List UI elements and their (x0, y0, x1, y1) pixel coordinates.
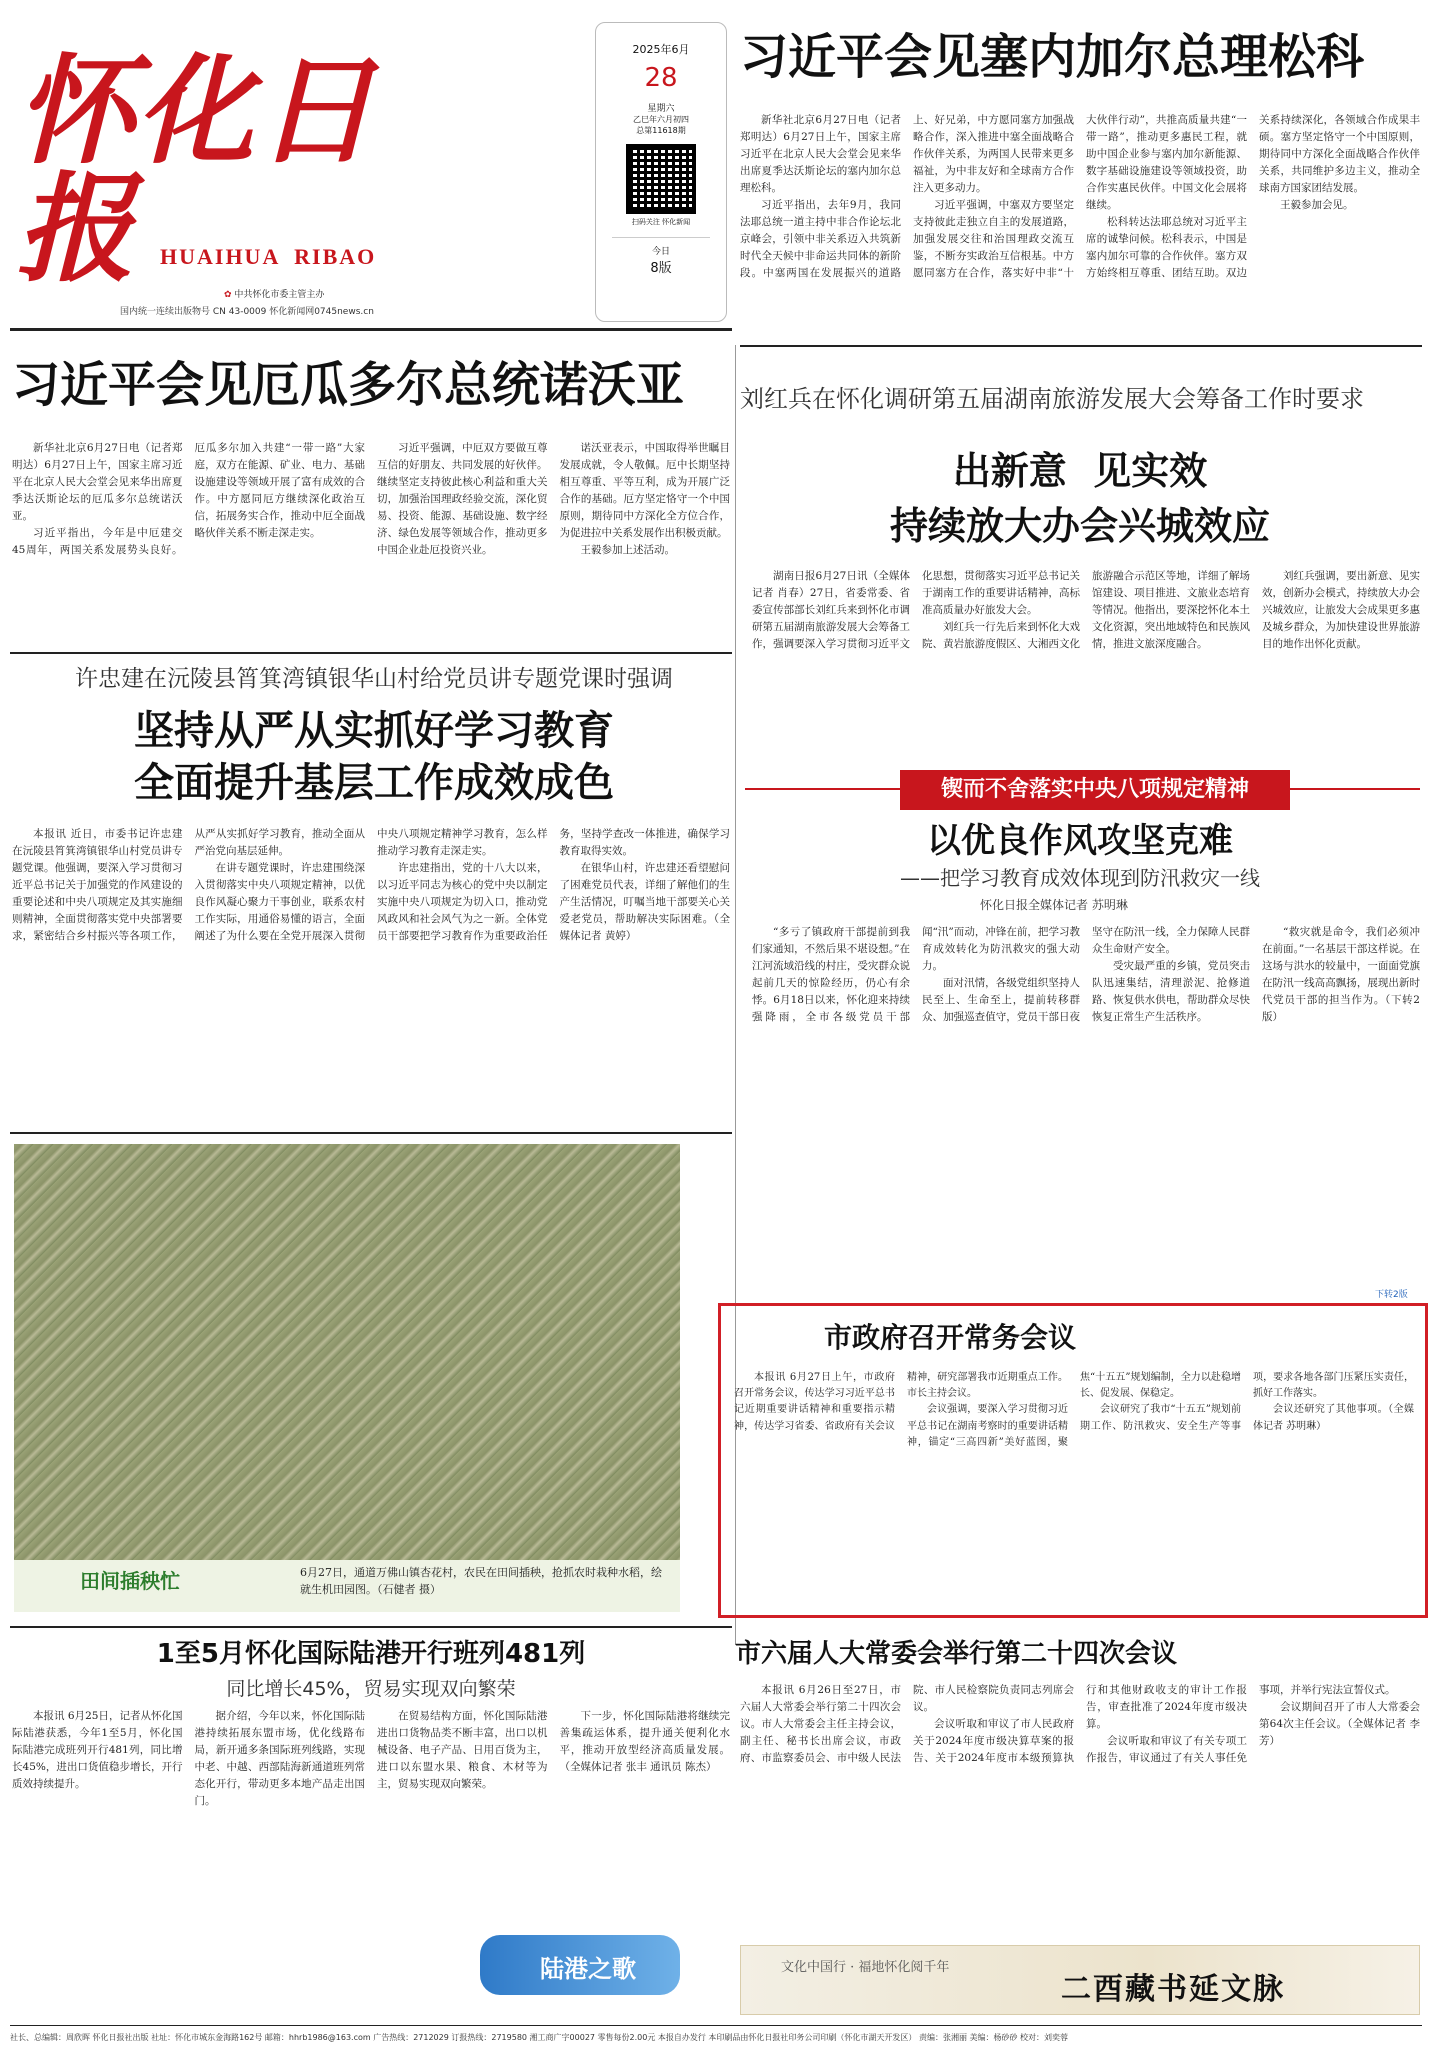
registration-line: 国内统一连续出版物号 CN 43-0009 怀化新闻网0745news.cn (120, 307, 374, 317)
article-npc-body: 本报讯 6月26日至27日，市六届人大常委会举行第二十四次会议。市人大常委会主任主持会议，副主任、秘书长出席会议，市政府、市监察委员会、市中级人民法院、市人民检察院负责同志列席会议。 会议听取和审议了市人民政府关于2024年度市级决算草案的报告、关于2024年度市本级预算执行和其他财政收支的审计工作报告，审查批准了2024年度市级决算。 会议听取和审议了有关专项工作报告，审议通过了有关人事任免事项，并举行宪法宣誓仪式。 会议期间召开了市人大常委会第64次主任会议。（全媒体记者 李芳） (740, 1684, 1420, 1764)
culture-banner-title: 二酉藏书延文脉 (1061, 1972, 1285, 2007)
article-port-body: 本报讯 6月25日，记者从怀化国际陆港获悉，今年1至5月，怀化国际陆港完成班列开行481列，同比增长45%，进出口货值稳步增长，开行质效持续提升。 据介绍，今年以来，怀化国际陆港持续拓展东盟市场，优化线路布局，新开通多条国际班列线路，实现中老、中越、西部陆海新通道班列常态化开行，带动更多本地产品走出国门。 在贸易结构方面，怀化国际陆港进出口货物品类不断丰富，出口以机械设备、电子产品、日用百货为主，进口以东盟水果、粮食、木材等为主，贸易实现双向繁荣。 下一步，怀化国际陆港将继续完善集疏运体系，提升通关便利化水平，推动开放型经济高质量发展。（全媒体记者 张丰 通讯员 陈杰） (12, 1710, 730, 1807)
banner-eight-rules: 锲而不舍落实中央八项规定精神 (900, 770, 1290, 810)
article-senegal-body: 新华社北京6月27日电（记者郑明达）6月27日上午，国家主席习近平在北京人民大会堂会见来华出席夏季达沃斯论坛的塞内加尔总理松科。 习近平指出，去年9月，我同法耶总统一道主持中非合作论坛北京峰会，引领中非关系迈入共筑新时代全天候中非命运共同体的新阶段。中塞两国在发展振兴的道路上、好兄弟，中方愿同塞方加强战略合作，深入推进中塞全面战略合作伙伴关系，为两国人民带来更多福祉，为中非友好和全球南方合作注入更多动力。 习近平强调，中塞双方要坚定支持彼此走独立自主的发展道路，加强发展交往和治国理政交流互鉴，不断夯实政治互信根基。中方愿同塞方在合作，落实好中非“十大伙伴行动”，共推高质量共建“一带一路”，推动更多惠民工程，就助中国企业参与塞内加尔新能源、数字基础设施建设等领域投资，助合作实惠民伙伴。中国文化会展将继续。 松科转达法耶总统对习近平主席的诚挚问候。松科表示，中国是塞内加尔可靠的合作伙伴。塞方双方始终相互尊重、团结互助。双边关系持续深化，各领域合作成果丰硕。塞方坚定恪守一个中国原则，期待同中方深化全面战略合作伙伴关系，共同维护多边主义，推动全球南方国家团结发展。 王毅参加会见。 (740, 114, 1420, 279)
weekday: 星期六 (647, 104, 675, 114)
issue-number: 总第11618期 (636, 126, 686, 135)
footer-imprint: 社长、总编辑：周欣晖 怀化日报社出版 社址：怀化市城东金海路162号 邮箱：hhrb1986@163.com 广告热线：2712029 订报热线：2719580 湘工商广字00027 零售每份2.00元 本报自办发行 本印刷品由怀化日报社印务公司印刷（怀化市湖天开发区） 责编：张湘丽 美编：杨砂砂 校对：刘奕蓉 (10, 2033, 1069, 2042)
masthead (10, 12, 450, 322)
kicker-tourism: 刘红兵在怀化调研第五届湖南旅游发展大会筹备工作时要求 (740, 385, 1364, 413)
headline-ecuador: 习近平会见厄瓜多尔总统诺沃亚 (12, 357, 685, 413)
article-ecuador-body: 新华社北京6月27日电（记者郑明达）6月27日上午，国家主席习近平在北京人民大会堂会见来华出席夏季达沃斯论坛的厄瓜多尔总统诺沃亚。 习近平指出，今年是中厄建交45周年，两国关系发展势头良好。厄瓜多尔加入共建“一带一路”大家庭，双方在能源、矿业、电力、基础设施建设等领域开展了富有成效的合作。中方愿同厄方继续深化政治互信，拓展务实合作，推动中厄全面战略伙伴关系不断走深走实。 习近平强调，中厄双方要做互尊互信的好朋友、共同发展的好伙伴。继续坚定支持彼此核心利益和重大关切，加强治国理政经验交流，深化贸易、投资、能源、基础设施、数字经济、绿色发展等领域合作，推动更多中国企业赴厄投资兴业。 诺沃亚表示，中国取得举世瞩目发展成就，令人敬佩。厄中长期坚持相互尊重、平等互利，成为开展广泛合作的基础。厄方坚定恪守一个中国原则，期待同中方深化全方位合作，为促进拉中关系发展作出积极贡献。 王毅参加上述活动。 (12, 442, 730, 556)
port-brand-text: 陆港之歌 (540, 1955, 636, 1983)
headline-party-lesson-2: 全面提升基层工作成效成色 (134, 760, 614, 806)
headline-tourism-1: 出新意 见实效 (952, 449, 1208, 493)
jump-link[interactable]: 下转2版 (1375, 1290, 1408, 1300)
subhead-flood: ——把学习教育成效体现到防汛救灾一线 (900, 866, 1260, 890)
headline-senegal: 习近平会见塞内加尔总理松科 (740, 29, 1365, 85)
headline-npc: 市六届人大常委会举行第二十四次会议 (735, 1639, 1178, 1669)
date-day: 28 (644, 63, 678, 93)
culture-banner-left: 文化中国行 · 福地怀化阅千年 (781, 1960, 950, 1975)
qr-note: 扫码关注 怀化新闻 (631, 218, 691, 226)
sponsor-icon: ✿ (224, 290, 235, 300)
byline-flood: 怀化日报全媒体记者 苏明琳 (980, 898, 1128, 912)
subhead-port: 同比增长45%，贸易实现双向繁荣 (226, 1678, 516, 1700)
photo-label: 田间插秧忙 (80, 1569, 180, 1593)
qr-code (626, 144, 696, 214)
headline-flood: 以优良作风攻坚克难 (927, 821, 1233, 861)
date-box (595, 22, 727, 322)
culture-banner (740, 1945, 1420, 2015)
article-govt-meeting-body: 本报讯 6月27日上午，市政府召开常务会议，传达学习习近平总书记近期重要讲话精神和重要指示精神，传达学习省委、省政府有关会议精神，研究部署我市近期重点工作。市长主持会议。 会议强调，要深入学习贯彻习近平总书记在湖南考察时的重要讲话精神，锚定“三高四新”美好蓝图，聚焦“十五五”规划编制，全力以赴稳增长、促发展、保稳定。 会议研究了我市“十五五”规划前期工作、防汛救灾、安全生产等事项，要求各地各部门压紧压实责任，抓好工作落实。 会议还研究了其他事项。（全媒体记者 苏明琳） (734, 1372, 1414, 1448)
article-tourism-body: 湖南日报6月27日讯（全媒体记者 肖春）27日，省委常委、省委宣传部部长刘红兵来到怀化市调研第五届湖南旅游发展大会筹备工作，强调要深入学习贯彻习近平文化思想，贯彻落实习近平总书记关于湖南工作的重要讲话精神，高标准高质量办好旅发大会。 刘红兵一行先后来到怀化大戏院、黄岩旅游度假区、大湘西文化旅游融合示范区等地，详细了解场馆建设、项目推进、文旅业态培育等情况。他指出，要深挖怀化本土文化资源，突出地域特色和民族风情，推进文旅深度融合。 刘红兵强调，要出新意、见实效，创新办会模式，持续放大办会兴城效应，让旅发大会成果更多惠及城乡群众，为加快建设世界旅游目的地作出怀化贡献。 (752, 570, 1420, 650)
headline-tourism-2: 持续放大办会兴城效应 (889, 504, 1270, 548)
headline-govt-meeting: 市政府召开常务会议 (823, 1321, 1076, 1354)
lunar-date: 乙巳年六月初四 (633, 115, 689, 124)
masthead-title: 怀化日报 (16, 41, 377, 298)
kicker-party-lesson: 许忠建在沅陵县筲箕湾镇银华山村给党员讲专题党课时强调 (75, 666, 673, 692)
photo-caption: 6月27日，通道万佛山镇杏花村，农民在田间插秧，抢抓农时栽种水稻，绘就生机田园图。（石健者 摄） (300, 1566, 662, 1596)
headline-port: 1至5月怀化国际陆港开行班列481列 (156, 1639, 586, 1669)
article-flood-body: “多亏了镇政府干部提前到我们家通知，不然后果不堪设想。”在江河流域沿线的村庄，受灾群众说起前几天的惊险经历，仍心有余悸。6月18日以来，怀化迎来持续强降雨，全市各级党员干部闻“汛”而动，冲锋在前，把学习教育成效转化为防汛救灾的强大动力。 面对汛情，各级党组织坚持人民至上、生命至上，提前转移群众、加强巡查值守，党员干部日夜坚守在防汛一线，全力保障人民群众生命财产安全。 受灾最严重的乡镇，党员突击队迅速集结，清理淤泥、抢修道路、恢复供水供电，帮助群众尽快恢复正常生产生活秩序。 “救灾就是命令，我们必须冲在前面。”一名基层干部这样说。在这场与洪水的较量中，一面面党旗在防汛一线高高飘扬，展现出新时代党员干部的担当作为。（下转2版） (752, 926, 1420, 1023)
sponsor-line: ✿ 中共怀化市委主管主办 (224, 290, 325, 300)
date-year-month: 2025年6月 (632, 43, 690, 56)
pages-count: 8版 (650, 261, 672, 276)
pages-label: 今日 (651, 247, 670, 257)
article-party-lesson-body: 本报讯 近日，市委书记许忠建在沅陵县筲箕湾镇银华山村党员讲专题党课。他强调，要深入学习贯彻习近平总书记关于加强党的作风建设的重要论述和中央八项规定及其实施细则精神，全面贯彻落实党中央部署要求，紧密结合乡村振兴等各项工作，从严从实抓好学习教育，推动全面从严治党向基层延伸。 在讲专题党课时，许忠建围绕深入贯彻落实中央八项规定精神，以优良作风凝心聚力干事创业，联系农村工作实际，用通俗易懂的语言，全面阐述了为什么要在全党开展深入贯彻中央八项规定精神学习教育，怎么样推动学习教育走深走实。 许忠建指出，党的十八大以来，以习近平同志为核心的党中央以制定实施中央八项规定为切入口，推动党风政风和社会风气为之一新。全体党员干部要把学习教育作为重要政治任务，坚持学查改一体推进，确保学习教育取得实效。 在银华山村，许忠建还看望慰问了困难党员代表，详细了解他们的生产生活情况，叮嘱当地干部要关心关爱老党员，帮助解决实际困难。（全媒体记者 黄婷） (12, 828, 730, 942)
masthead-pinyin: HUAIHUA RIBAO (160, 244, 377, 269)
rice-planting-photo (14, 1144, 680, 1560)
port-brand-strip (480, 1935, 680, 1995)
headline-party-lesson-1: 坚持从严从实抓好学习教育 (134, 708, 614, 754)
